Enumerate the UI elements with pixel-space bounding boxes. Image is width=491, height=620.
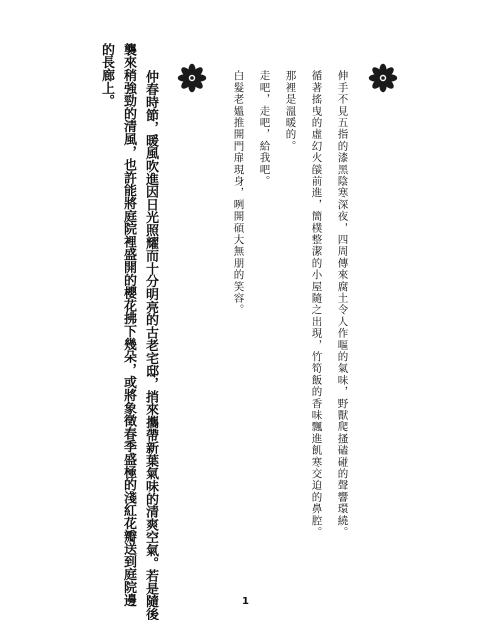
body-text-column: 伸手不見五指的漆黑陰寒深夜，四周傳來腐土令人作嘔的氣味，野獸爬搔磕碰的聲響環繞。	[336, 70, 349, 538]
body-text-column: 的長廊上。	[99, 43, 114, 108]
page-number: 1	[242, 596, 249, 607]
body-text-column: 循著搖曳的虛幻火燄前進，簡樸整潔的小屋隨之出現，竹筍飯的香味飄進飢寒交迫的鼻腔。	[310, 70, 323, 538]
flower-ornament-icon	[177, 63, 207, 93]
body-text-column: 白髮老媼推開門扉現身，咧開碩大無朋的笑容。	[232, 70, 245, 316]
body-text-column: 走吧，走吧，給我吧。	[258, 70, 271, 187]
body-text-column: 襲來稍強勁的清風，也許能將庭院裡盛開的櫻花拂下幾朵，或將象徵春季盛極的淺紅花瓣送到庭院邊	[121, 43, 136, 607]
body-text-column: 仲春時節，暖風吹進因日光照耀而十分明亮的古老宅邸，捎來攜帶新葉氣味的清爽空氣。若是隨後	[143, 70, 158, 620]
flower-ornament-icon	[368, 63, 398, 93]
body-text-column: 那裡是溫暖的。	[284, 70, 297, 152]
